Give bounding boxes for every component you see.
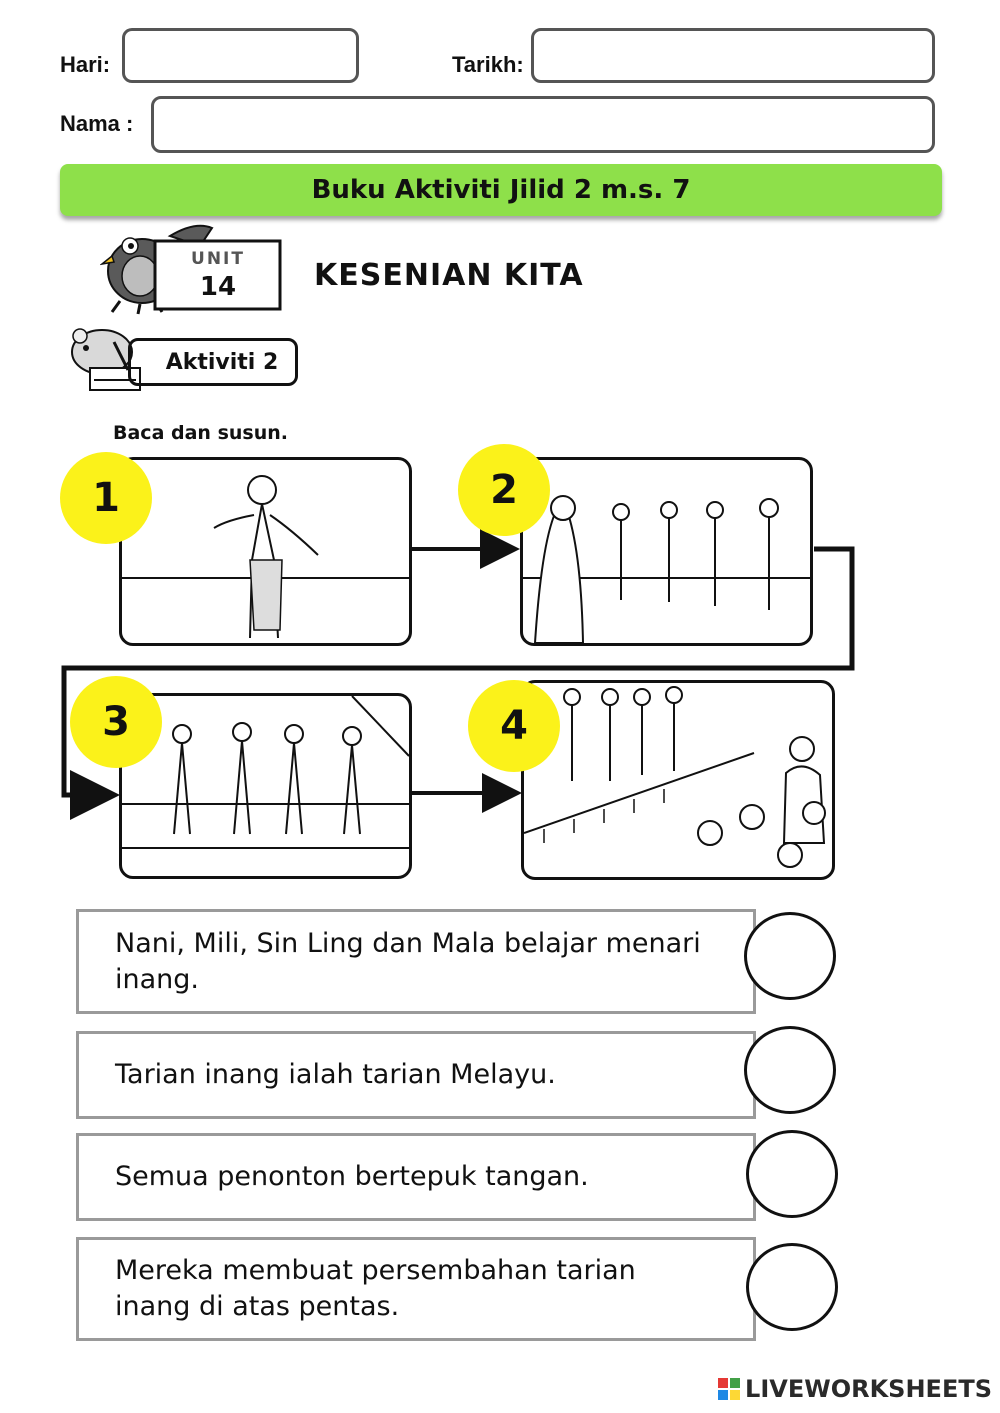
brand-text: LIVEWORKSHEETS [745, 1375, 992, 1403]
teacher-and-girls-illustration [523, 460, 810, 643]
sentence-box-4 [76, 1237, 756, 1341]
number-badge-3: 3 [70, 676, 162, 768]
number-badge-1: 1 [60, 452, 152, 544]
picture-panel-2 [520, 457, 813, 646]
day-label: Hari: [60, 52, 111, 77]
answer-circle-3[interactable] [746, 1130, 838, 1218]
sentence-box-3 [76, 1133, 756, 1221]
solo-dancer-illustration [122, 460, 409, 643]
liveworksheets-brand [717, 1375, 992, 1403]
unit-badge-number: 14 [199, 272, 237, 302]
unit-title: KESENIAN KITA [314, 258, 584, 293]
number-badge-2: 2 [458, 444, 550, 536]
answer-circle-1[interactable] [744, 912, 836, 1000]
answer-circle-2[interactable] [744, 1026, 836, 1114]
picture-panel-1 [119, 457, 412, 646]
sentence-text-4: Mereka membuat persembahan tarian inang di atas pentas. [115, 1255, 636, 1322]
sentence-text-1: Nani, Mili, Sin Ling dan Mala belajar menari inang. [115, 927, 701, 995]
date-label: Tarikh: [452, 52, 524, 77]
performance-audience-illustration [524, 683, 832, 877]
sentence-box-1 [76, 909, 756, 1014]
instruction-text: Baca dan susun. [113, 422, 288, 444]
banner-text: Buku Aktiviti Jilid 2 m.s. 7 [311, 175, 691, 205]
number-badge-4: 4 [468, 680, 560, 772]
picture-panel-3 [119, 693, 412, 879]
activity-label: Aktiviti 2 [165, 349, 279, 375]
name-label: Nama : [60, 111, 134, 136]
picture-panel-4 [521, 680, 835, 880]
sentence-text-3: Semua penonton bertepuk tangan. [115, 1161, 589, 1192]
sentence-box-2 [76, 1031, 756, 1119]
liveworksheets-logo-icon [717, 1377, 741, 1401]
answer-circle-4[interactable] [746, 1243, 838, 1331]
sentence-text-2: Tarian inang ialah tarian Melayu. [115, 1059, 556, 1090]
four-dancers-illustration [122, 696, 409, 876]
unit-badge-word: UNIT [191, 249, 245, 269]
